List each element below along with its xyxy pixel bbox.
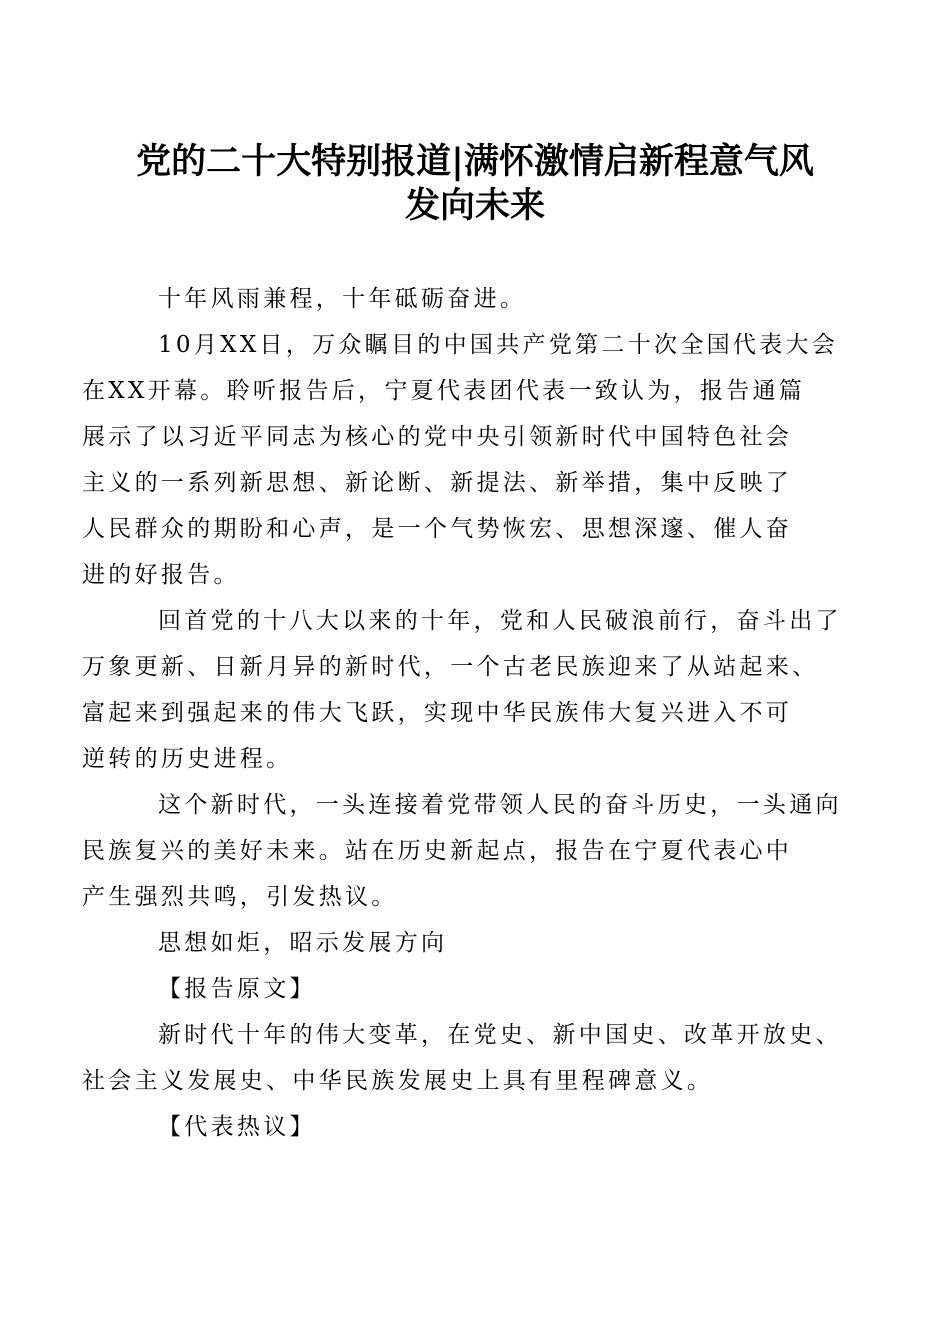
title-line-1: 党的二十大特别报道|满怀激情启新程意气风 <box>136 141 814 182</box>
paragraph-line: 十年风雨兼程，十年砥砺奋进。 <box>158 286 527 312</box>
title-line-2: 发向未来 <box>404 185 545 226</box>
paragraph-line: 这个新时代，一头连接着党带领人民的奋斗历史，一头通向 <box>158 792 842 818</box>
section-heading <box>120 920 825 966</box>
document-title <box>120 140 830 228</box>
paragraph-line: 回首党的十八大以来的十年，党和人民破浪前行，奋斗出了 <box>158 608 842 634</box>
paragraph-7 <box>82 1012 842 1104</box>
report-original-label <box>120 966 825 1012</box>
paragraph-line: 民族复兴的美好未来。站在历史新起点，报告在宁夏代表心中 <box>82 838 793 864</box>
paragraph-line: 进的好报告。 <box>82 562 240 588</box>
paragraph-1 <box>120 276 825 322</box>
paragraph-2 <box>82 322 839 598</box>
paragraph-line: 社会主义发展史、中华民族发展史上具有里程碑意义。 <box>82 1068 714 1094</box>
paragraph-line: 产生强烈共鸣，引发热议。 <box>82 884 398 910</box>
paragraph-line: 万象更新、日新月异的新时代，一个古老民族迎来了从站起来、 <box>82 654 819 680</box>
paragraph-line: 人民群众的期盼和心声，是一个气势恢宏、思想深邃、催人奋 <box>82 516 793 542</box>
paragraph-3 <box>82 598 842 782</box>
paragraph-line: 展示了以习近平同志为核心的党中央引领新时代中国特色社会 <box>82 424 793 450</box>
paragraph-line: 主义的一系列新思想、新论断、新提法、新举措，集中反映了 <box>82 470 793 496</box>
paragraph-line: 10月XX日，万众瞩目的中国共产党第二十次全国代表大会 <box>158 332 839 358</box>
paragraph-line: 【代表热议】 <box>158 1114 316 1140</box>
paragraph-line: 思想如炬，昭示发展方向 <box>158 930 448 956</box>
paragraph-line: 新时代十年的伟大变革，在党史、新中国史、改革开放史、 <box>158 1022 842 1048</box>
paragraph-line: 逆转的历史进程。 <box>82 746 293 772</box>
delegate-discussion-label <box>120 1104 825 1150</box>
paragraph-line: 在XX开幕。聆听报告后，宁夏代表团代表一致认为，报告通篇 <box>82 378 806 404</box>
paragraph-line: 富起来到强起来的伟大飞跃，实现中华民族伟大复兴进入不可 <box>82 700 793 726</box>
document-body <box>82 276 842 1150</box>
paragraph-line: 【报告原文】 <box>158 976 316 1002</box>
paragraph-4 <box>82 782 842 920</box>
